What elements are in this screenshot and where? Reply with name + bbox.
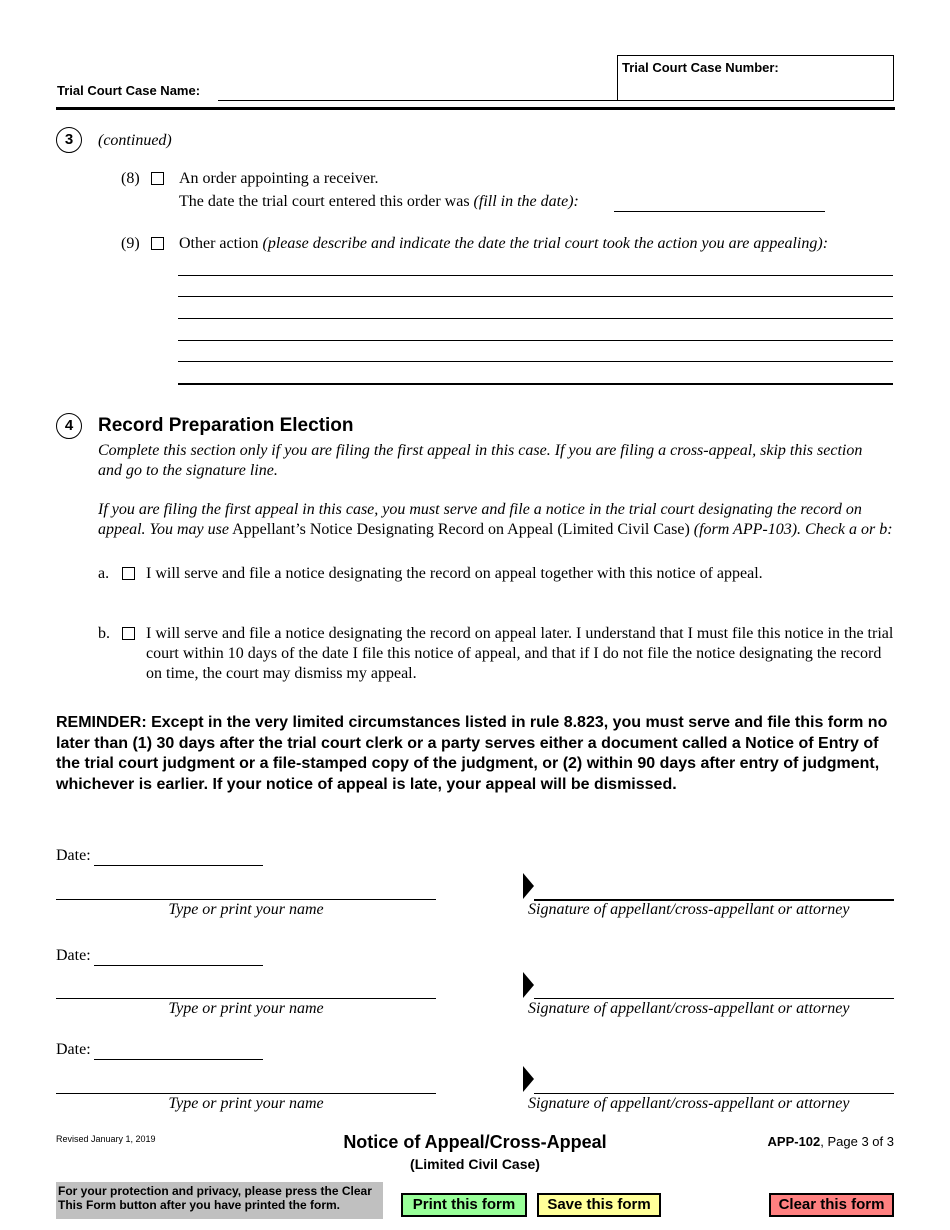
item-8-date-field[interactable] <box>614 211 825 212</box>
name-caption: Type or print your name <box>168 1095 324 1112</box>
signature-arrow-icon <box>523 1066 534 1092</box>
section-4-paragraph-post: (form APP-103). Check a or b: <box>693 521 893 538</box>
form-id: APP-102 <box>767 1134 821 1149</box>
section-4-number: 4 <box>56 413 82 439</box>
item-9-number: (9) <box>121 235 140 252</box>
case-number-box[interactable] <box>617 55 894 101</box>
item-9-hint: (please describe and indicate the date the trial court took the action you are appealing): <box>262 235 829 252</box>
reminder-text: REMINDER: Except in the very limited circumstances listed in rule 8.823, you must serve and file this form no later than (1) 30 days after the trial court clerk or a party serves either a document called a Notice of Entry of the trial court judgment or a file-stamped copy of the judgment, or (2) within 90 days after entry of judgment, whichever is earlier. If your notice of appeal is late, your appeal will be dismissed. <box>56 714 888 793</box>
section-3-number: 3 <box>56 127 82 153</box>
date-field[interactable] <box>94 965 263 966</box>
item-8-number: (8) <box>121 170 140 187</box>
signature-arrow-icon <box>523 972 534 998</box>
case-name-label: Trial Court Case Name: <box>57 83 201 98</box>
form-id-page <box>700 1134 894 1149</box>
page-number: , Page 3 of 3 <box>820 1134 894 1149</box>
date-field[interactable] <box>94 1059 263 1060</box>
date-label: Date: <box>56 947 91 964</box>
item-8-date-line <box>179 192 579 212</box>
option-b-label: b. <box>98 625 110 642</box>
form-title: Notice of Appeal/Cross-Appeal <box>343 1132 607 1152</box>
item-8-text: An order appointing a receiver. <box>179 170 379 187</box>
section-4-paragraph <box>98 500 898 540</box>
option-a-text: I will serve and file a notice designating the record on appeal together with this notice of appeal. <box>146 565 763 582</box>
date-label: Date: <box>56 847 91 864</box>
option-a-label: a. <box>98 565 110 582</box>
section-4-title: Record Preparation Election <box>98 415 354 436</box>
signature-arrow-icon <box>523 873 534 899</box>
name-caption: Type or print your name <box>168 1000 324 1017</box>
signature-caption: Signature of appellant/cross-appellant or attorney <box>528 1000 850 1017</box>
section-4-form-name: Appellant’s Notice Designating Record on Appeal (Limited Civil Case) <box>232 521 690 538</box>
signature-caption: Signature of appellant/cross-appellant or attorney <box>528 901 850 918</box>
item-9-description-line[interactable] <box>178 383 893 385</box>
item-9-checkbox[interactable] <box>151 237 164 250</box>
case-number-label: Trial Court Case Number: <box>622 60 779 75</box>
item-9-description-line[interactable] <box>178 340 893 341</box>
form-subtitle: (Limited Civil Case) <box>410 1156 540 1172</box>
option-b-checkbox[interactable] <box>122 627 135 640</box>
date-field[interactable] <box>94 865 263 866</box>
item-8-date-text: The date the trial court entered this order was <box>179 193 470 210</box>
item-9-description-line[interactable] <box>178 361 893 362</box>
section-3-continued: (continued) <box>98 132 172 149</box>
signature-caption: Signature of appellant/cross-appellant or attorney <box>528 1095 850 1112</box>
item-9-description-line[interactable] <box>178 296 893 297</box>
item-9-text: Other action <box>179 235 259 252</box>
option-a-checkbox[interactable] <box>122 567 135 580</box>
item-9-description-line[interactable] <box>178 318 893 319</box>
item-9-line <box>179 234 828 254</box>
item-8-date-hint: (fill in the date): <box>473 193 579 210</box>
date-label: Date: <box>56 1041 91 1058</box>
item-8-checkbox[interactable] <box>151 172 164 185</box>
name-caption: Type or print your name <box>168 901 324 918</box>
save-form-button[interactable]: Save this form <box>537 1193 661 1217</box>
header-rule <box>56 107 895 110</box>
section-4-intro: Complete this section only if you are filing the first appeal in this case. If you are filing a cross-appeal, skip this section and go to the signature line. <box>98 442 863 479</box>
case-name-field[interactable] <box>218 100 618 101</box>
clear-form-button[interactable]: Clear this form <box>769 1193 894 1217</box>
section-4-paragraph-pre: If you are filing the first appeal in this case, you must serve and file a notice in the trial court designating the record on appeal. You may use <box>98 501 862 538</box>
privacy-notice: For your protection and privacy, please press the Clear This Form button after you have printed the form. <box>56 1182 383 1219</box>
revision-date: Revised January 1, 2019 <box>56 1134 156 1144</box>
option-b-text: I will serve and file a notice designating the record on appeal later. I understand that I must file this notice in the trial court within 10 days of the date I file this notice of appeal, and that if I do not file the notice designating the record on time, the court may dismiss my appeal. <box>146 625 894 682</box>
print-form-button[interactable]: Print this form <box>401 1193 527 1217</box>
item-9-description-line[interactable] <box>178 275 893 276</box>
